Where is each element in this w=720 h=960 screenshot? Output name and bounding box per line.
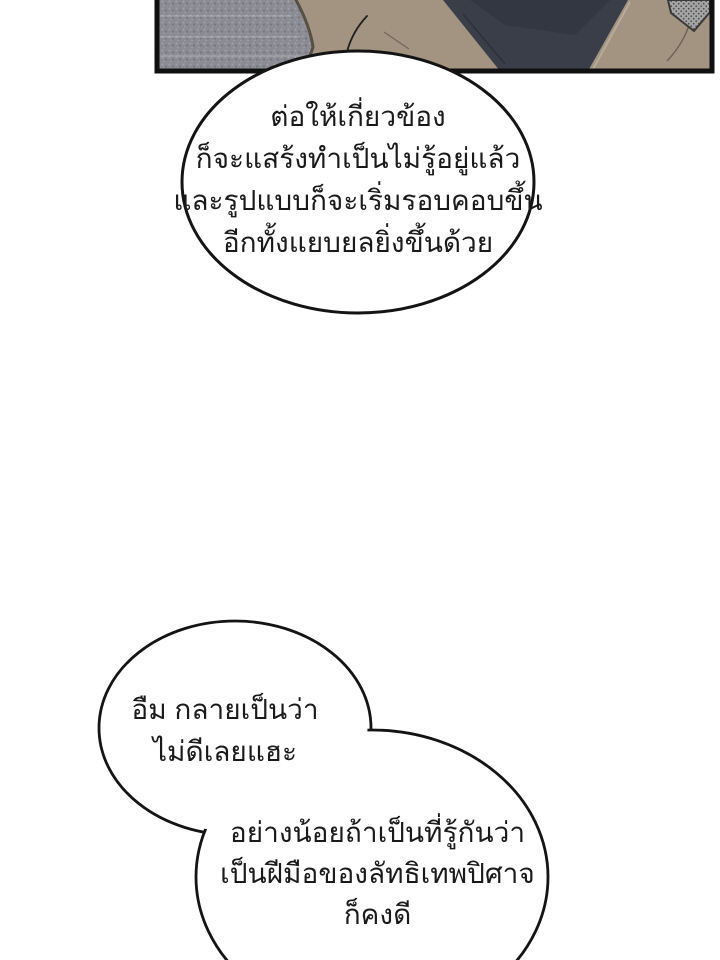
- speech-bubble-1-text: [168, 96, 548, 264]
- speech-text-line: และรูปแบบก็จะเริ่มรอบคอบขึ้น: [173, 185, 543, 216]
- speech-text-line: ก็จะแสร้งทำเป็นไม่รู้อยู่แล้ว: [195, 143, 521, 174]
- speech-text-line: อีกทั้งแยบยลยิ่งขึ้นด้วย: [222, 227, 494, 258]
- speech-bubble-3-text: [195, 812, 560, 935]
- speech-text-line: ต่อให้เกี่ยวข้อง: [270, 101, 446, 132]
- speech-text-line: ไม่ดีเลยแฮะ: [152, 736, 298, 767]
- comic-panel: [157, 0, 714, 71]
- speech-text-line: เป็นฝีมือของลัทธิเทพปิศาจ: [220, 858, 535, 889]
- speech-text-line: ก็คงดี: [343, 899, 412, 930]
- speech-text-line: อืม กลายเป็นว่า: [131, 694, 319, 725]
- speech-bubble-2-text: [95, 689, 355, 773]
- speech-text-line: อย่างน้อยถ้าเป็นที่รู้กันว่า: [229, 817, 526, 848]
